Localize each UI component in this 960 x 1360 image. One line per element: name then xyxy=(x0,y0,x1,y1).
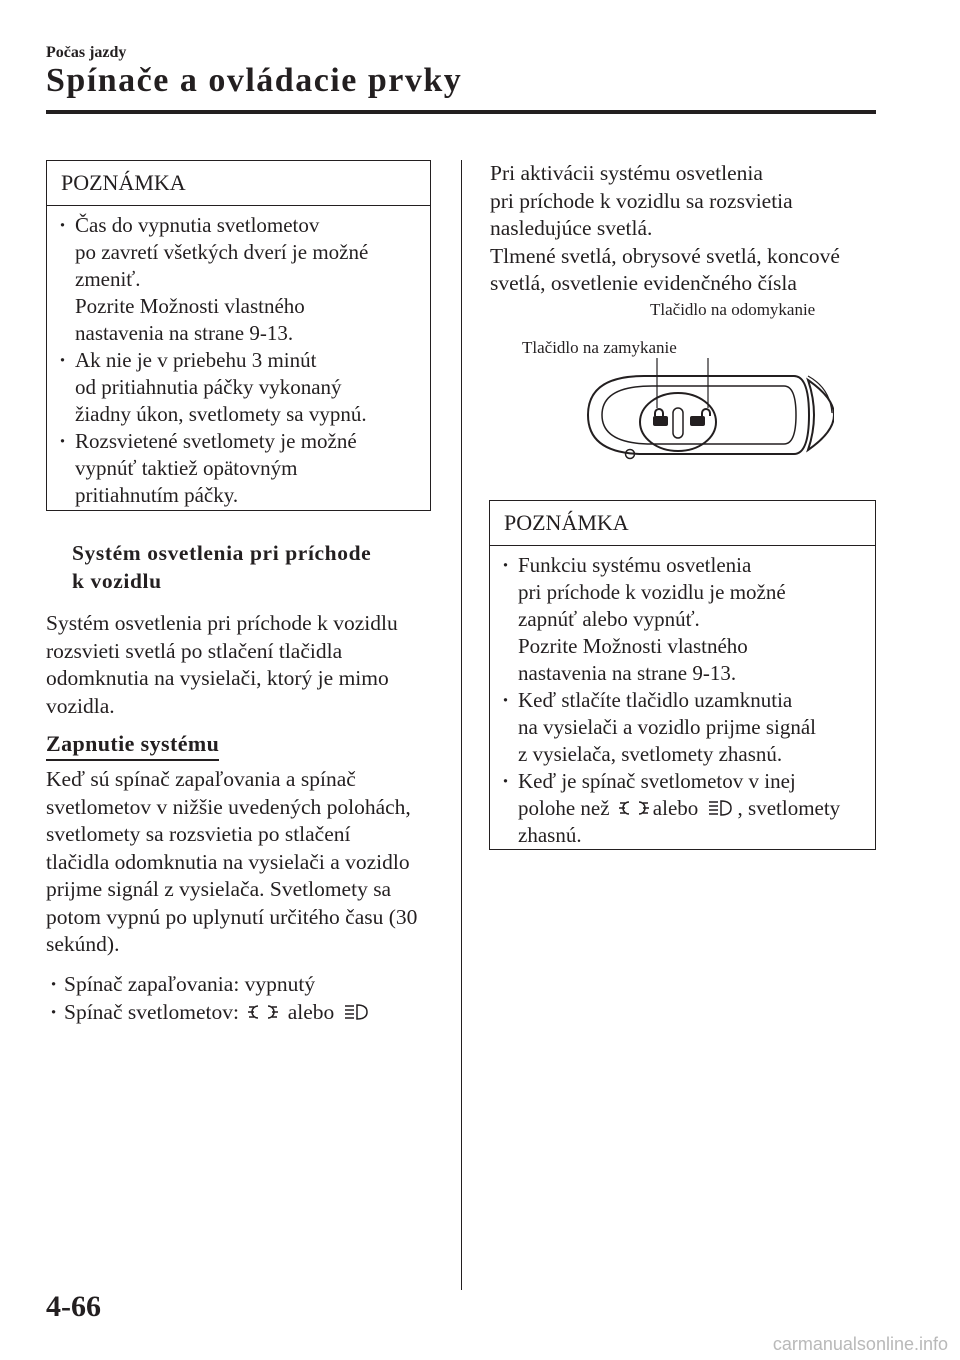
unlock-button-label: Tlačidlo na odomykanie xyxy=(650,300,816,319)
text-line: nasledujúce svetlá. xyxy=(490,216,653,240)
text-line: · Funkciu systému osvetlenia xyxy=(518,553,752,577)
note-box-1 xyxy=(46,160,431,511)
text-line: na vysielači a vozidlo prijme signál xyxy=(518,715,816,739)
text-line: pri príchode k vozidlu je možné xyxy=(518,580,786,604)
text-line: odomknutia na vysielači, ktorý je mimo xyxy=(46,666,389,690)
condition-item xyxy=(46,998,374,1026)
text-line: svetlometov v nižšie uvedených polohách, xyxy=(46,794,411,819)
text-fragment: alebo xyxy=(652,796,699,820)
headlight-icon xyxy=(343,1003,371,1021)
watermark: carmanualsonline.info xyxy=(772,1334,948,1354)
key-fob-illustration xyxy=(584,358,834,473)
text-line: vozidla. xyxy=(46,693,115,718)
headlight-icon xyxy=(707,799,735,817)
text-line: žiadny úkon, svetlomety sa vypnú. xyxy=(75,402,367,426)
note-item xyxy=(57,212,422,347)
text-fragment: , svetlomety xyxy=(737,796,841,820)
text-line: Tlmené svetlá, obrysové svetlá, koncové xyxy=(490,243,840,268)
column-divider xyxy=(461,160,462,1290)
text-line: od pritiahnutia páčky vykonaný xyxy=(75,375,342,399)
text-fragment: polohe než xyxy=(518,796,610,820)
note-item xyxy=(500,768,867,849)
page-number: 4-66 xyxy=(46,1290,101,1323)
lights-intro xyxy=(490,160,840,298)
unlock-icon xyxy=(690,409,710,426)
text-line: Systém osvetlenia pri príchode k vozidlu xyxy=(46,611,398,635)
text-line: svetlomety sa rozsvietia po stlačení xyxy=(46,822,351,846)
text-line: vypnúť taktiež opätovným xyxy=(75,456,298,480)
text-line: po zavretí všetkých dverí je možné xyxy=(75,240,369,264)
text-line: · Keď je spínač svetlometov v inej xyxy=(518,769,796,793)
condition-text: alebo xyxy=(287,1000,335,1024)
text-line: rozsvieti svetlá po stlačení tlačidla xyxy=(46,638,343,663)
text-line: potom vypnú po uplynutí určitého času (30 xyxy=(46,904,418,929)
section-heading xyxy=(72,540,371,595)
note-list xyxy=(47,206,430,519)
lock-icon xyxy=(653,409,668,426)
text-line: · Čas do vypnutia svetlometov xyxy=(75,213,320,237)
section-intro xyxy=(46,610,398,720)
text-line: sekúnd). xyxy=(46,932,120,956)
section-body xyxy=(46,766,417,959)
text-line: zhasnú. xyxy=(518,823,582,847)
title-rule xyxy=(46,110,876,114)
note-list xyxy=(490,546,875,859)
parking-light-icon xyxy=(618,799,650,817)
heading-line: k vozidlu xyxy=(72,568,162,593)
condition-text: Spínač svetlometov: xyxy=(64,1000,239,1024)
note-heading: POZNÁMKA xyxy=(47,161,430,206)
text-line: prijme signál z vysielača. Svetlomety sa xyxy=(46,877,392,901)
text-line: Pri aktivácii systému osvetlenia xyxy=(490,161,763,185)
note-heading: POZNÁMKA xyxy=(490,501,875,546)
page-title: Spínače a ovládacie prvky xyxy=(46,62,463,99)
lock-button-label: Tlačidlo na zamykanie xyxy=(522,338,677,357)
text-line: Pozrite Možnosti vlastného xyxy=(518,634,748,658)
text-line: · Keď stlačíte tlačidlo uzamknutia xyxy=(518,688,793,712)
note-item xyxy=(57,428,422,509)
heading-line: Systém osvetlenia pri príchode xyxy=(72,541,372,565)
note-item xyxy=(57,347,422,428)
text-line: tlačidla odomknutia na vysielači a vozidlo xyxy=(46,849,410,874)
text-line: · Rozsvietené svetlomety je možné xyxy=(75,429,357,453)
text-line xyxy=(518,795,867,822)
text-line: z vysielača, svetlomety zhasnú. xyxy=(518,742,783,766)
section-label: Počas jazdy xyxy=(46,44,127,61)
condition-list xyxy=(46,970,374,1026)
text-line: zapnúť alebo vypnúť. xyxy=(518,607,700,631)
parking-light-icon xyxy=(247,1003,279,1021)
text-line: nastavenia na strane 9-13. xyxy=(518,661,737,685)
button-separator xyxy=(673,408,683,438)
text-line: Pozrite Možnosti vlastného xyxy=(75,294,305,318)
text-line: · Ak nie je v priebehu 3 minút xyxy=(75,348,317,372)
text-line: pritiahnutím páčky. xyxy=(75,483,239,507)
condition-item: · Spínač zapaľovania: vypnutý xyxy=(46,970,374,998)
text-line: zmeniť. xyxy=(75,267,141,291)
subheading: Zapnutie systému xyxy=(46,731,219,761)
note-box-2 xyxy=(489,500,876,850)
note-item xyxy=(500,552,867,687)
text-line: svetlá, osvetlenie evidenčného čísla xyxy=(490,271,797,295)
text-line: Keď sú spínač zapaľovania a spínač xyxy=(46,767,356,791)
text-line: pri príchode k vozidlu sa rozsvietia xyxy=(490,188,793,213)
text-line: nastavenia na strane 9-13. xyxy=(75,321,294,345)
note-item xyxy=(500,687,867,768)
